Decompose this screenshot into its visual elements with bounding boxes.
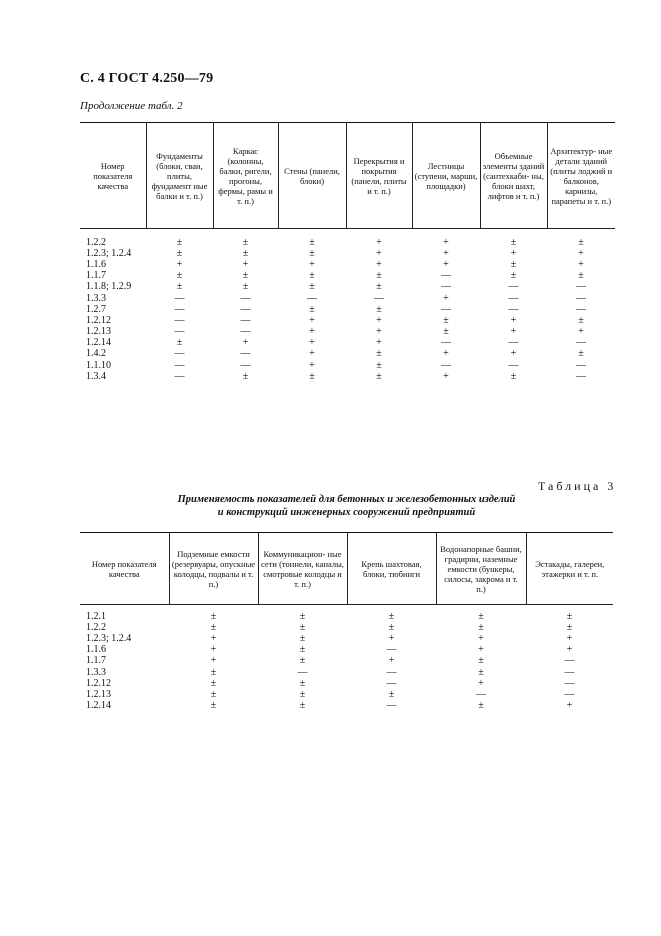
applicability-cell: — [441,270,451,282]
column-header: Эстакады, галереи, этажерки и т. п. [526,533,613,605]
indicator-number-cell: 1.1.6 [86,644,106,656]
applicability-cell: — [564,666,575,678]
column-header: Объемные элементы зданий (сантехкаби- ны, блоки шахт, лифтов и т. п.) [480,123,547,229]
column-header: Перекрытия и покрытия (панели, плиты и т. п.) [346,123,412,229]
table-row [80,605,613,623]
applicability-cell: ± [578,314,584,326]
table-body [80,229,615,383]
applicability-cell: ± [443,326,449,338]
applicability-cell: + [510,314,517,326]
applicability-cell: — [476,688,486,700]
applicability-cell: + [376,247,382,259]
applicability-cell: + [443,236,449,248]
column-header: Коммуникацион- ные сети (тоннели, каналы, смотровые колодцы и т. п.) [258,533,347,605]
applicability-cell: + [309,258,315,270]
applicability-cell: ± [176,247,183,259]
applicability-cell: + [242,337,249,349]
applicability-cell: — [576,303,586,315]
indicator-number-cell: 1.2.12 [86,677,111,689]
applicability-cell: + [566,644,573,656]
table-row [80,689,613,700]
table-row [80,622,613,633]
column-header: Номер показателя качества [80,533,169,605]
applicability-cell: — [508,359,519,371]
applicability-cell: — [576,281,586,293]
table-3-title-line-1: Применяемость показателей для бетонных и железобетонных изделий [177,494,516,505]
indicator-number-cell: 1.4.2 [86,348,106,360]
applicability-cell: ± [478,666,484,678]
table-3 [80,532,613,712]
column-header: Архитектур- ные детали зданий (плиты лоджий и балконов, карнизы, парапеты и т. п.) [547,123,615,229]
table-row [80,338,615,349]
applicability-cell: ± [210,610,217,622]
applicability-cell: — [441,337,451,349]
applicability-cell: + [309,337,315,349]
table-row [80,701,613,712]
indicator-number-cell: 1.1.8; 1.2.9 [86,281,132,293]
applicability-cell: ± [210,621,217,633]
indicator-number-cell: 1.1.7 [86,270,106,282]
indicator-number-cell: 1.2.13 [86,688,111,700]
applicability-cell: + [376,258,382,270]
applicability-cell: + [376,326,382,338]
column-header: Подземные емкости (резервуары, опускные колодцы, подвалы и т. п.) [169,533,258,605]
applicability-cell: — [240,359,251,371]
applicability-cell: — [576,292,586,304]
applicability-cell: ± [242,236,249,248]
applicability-cell: — [174,370,185,382]
applicability-cell: + [443,247,449,259]
applicability-cell: + [478,677,484,689]
applicability-cell: — [174,348,185,360]
indicator-number-cell: 1.2.13 [86,326,111,338]
applicability-cell: ± [443,314,449,326]
indicator-number-cell: 1.2.2 [86,236,106,248]
table-row [80,282,615,293]
applicability-cell: ± [242,370,249,382]
applicability-cell: ± [578,236,584,248]
applicability-cell: ± [210,700,217,712]
applicability-cell: ± [510,236,517,248]
applicability-cell: + [566,632,573,644]
applicability-cell: + [443,292,449,304]
applicability-cell: ± [388,610,395,622]
applicability-cell: ± [309,247,315,259]
table-row [80,271,615,282]
column-header: Стены (панели, блоки) [278,123,346,229]
applicability-cell: — [386,677,397,689]
applicability-cell: ± [176,236,183,248]
applicability-cell: + [309,359,315,371]
applicability-cell: ± [388,621,395,633]
applicability-cell: ± [376,303,382,315]
applicability-cell: ± [299,655,306,667]
applicability-cell: ± [299,700,306,712]
applicability-cell: ± [566,621,573,633]
applicability-cell: — [441,281,451,293]
applicability-cell: — [240,292,251,304]
applicability-cell: ± [242,247,249,259]
applicability-cell: ± [299,677,306,689]
applicability-cell: ± [242,270,249,282]
indicator-number-cell: 1.2.3; 1.2.4 [86,632,132,644]
indicator-number-cell: 1.2.7 [86,303,106,315]
applicability-cell: — [576,359,586,371]
column-header: Каркас (колонны, балки, ригели, прогоны, фермы, рамы и т. п.) [213,123,278,229]
applicability-cell: ± [210,666,217,678]
applicability-cell: + [309,326,315,338]
applicability-cell: ± [388,688,395,700]
applicability-cell: — [240,348,251,360]
applicability-cell: — [441,303,451,315]
indicator-number-cell: 1.3.3 [86,292,106,304]
table-row [80,633,613,644]
applicability-cell: — [386,700,397,712]
indicator-number-cell: 1.1.6 [86,258,106,270]
applicability-cell: — [297,666,308,678]
applicability-cell: ± [578,270,584,282]
table-row [80,248,615,259]
applicability-cell: ± [210,677,217,689]
applicability-cell: — [174,292,185,304]
indicator-number-cell: 1.2.3; 1.2.4 [86,247,132,259]
applicability-cell: ± [478,655,484,667]
applicability-cell: — [508,281,519,293]
indicator-number-cell: 1.3.3 [86,666,106,678]
applicability-cell: + [443,258,449,270]
table-row [80,304,615,315]
indicator-number-cell: 1.2.2 [86,621,106,633]
applicability-cell: — [174,303,185,315]
table-header-row [80,533,613,605]
applicability-cell: ± [510,370,517,382]
applicability-cell: — [386,666,397,678]
table-row [80,360,615,371]
table-3-title [80,493,613,519]
indicator-number-cell: 1.2.12 [86,314,111,326]
applicability-cell: — [240,303,251,315]
applicability-cell: ± [566,610,573,622]
applicability-cell: + [478,644,484,656]
table-row [80,293,615,304]
table-row [80,645,613,656]
applicability-cell: ± [210,688,217,700]
table-3-label: Таблица 3 [538,479,617,493]
table-row [80,656,613,667]
column-header: Водонапорные башни, градирни, наземные емкости (бункеры, силосы, закрома и т. п.) [436,533,526,605]
applicability-cell: + [210,632,217,644]
applicability-cell: — [174,314,185,326]
applicability-cell: + [578,258,584,270]
indicator-number-cell: 1.1.10 [86,359,111,371]
applicability-cell: ± [309,370,315,382]
applicability-cell: — [174,326,185,338]
applicability-cell: ± [510,270,517,282]
applicability-cell: + [443,370,449,382]
applicability-cell: + [376,236,382,248]
applicability-cell: — [240,326,251,338]
applicability-cell: + [210,655,217,667]
applicability-cell: + [242,258,249,270]
applicability-cell: ± [309,270,315,282]
applicability-cell: — [508,303,519,315]
applicability-cell: — [508,292,519,304]
applicability-cell: ± [176,270,183,282]
applicability-cell: + [376,314,382,326]
applicability-cell: + [309,348,315,360]
table-row [80,678,613,689]
applicability-cell: + [176,258,183,270]
applicability-cell: — [564,688,575,700]
applicability-cell: + [388,632,395,644]
table-row [80,259,615,270]
table-continuation-caption: Продолжение табл. 2 [80,100,183,112]
table-3-title-line-2: и конструкций инженерных сооружений предприятий [217,507,476,518]
indicator-number-cell: 1.3.4 [86,370,106,382]
applicability-cell: — [441,359,451,371]
applicability-cell: ± [299,688,306,700]
applicability-cell: — [564,677,575,689]
column-header: Лестницы (ступени, марши, площадки) [412,123,480,229]
table-row [80,315,615,326]
applicability-cell: + [578,326,584,338]
column-header: Номер показателя качества [80,123,146,229]
applicability-cell: ± [309,303,315,315]
applicability-cell: ± [299,644,306,656]
applicability-cell: + [510,247,517,259]
column-header: Фундаменты (блоки, сваи, плиты, фундамент ные балки и т. п.) [146,123,213,229]
applicability-cell: — [307,292,317,304]
applicability-cell: + [388,655,395,667]
applicability-cell: ± [478,610,484,622]
applicability-cell: — [374,292,384,304]
table-row [80,371,615,382]
applicability-cell: + [210,644,217,656]
table-2 [80,122,615,382]
applicability-cell: ± [510,258,517,270]
applicability-cell: — [576,370,586,382]
applicability-cell: ± [309,281,315,293]
applicability-cell: ± [309,236,315,248]
applicability-cell: ± [376,281,382,293]
applicability-cell: — [576,337,586,349]
applicability-cell: ± [176,337,183,349]
applicability-cell: + [376,337,382,349]
applicability-cell: + [309,314,315,326]
applicability-cell: + [443,348,449,360]
table-body [80,605,613,712]
applicability-cell: — [386,644,397,656]
applicability-cell: — [508,337,519,349]
applicability-cell: + [478,632,484,644]
table-row [80,327,615,338]
applicability-cell: — [240,314,251,326]
applicability-cell: ± [299,621,306,633]
table-row [80,229,615,249]
applicability-cell: ± [478,700,484,712]
table-row [80,349,615,360]
table-row [80,667,613,678]
column-header: Крепь шахтовая, блоки, тюбинги [347,533,436,605]
applicability-cell: + [566,700,573,712]
applicability-cell: + [510,326,517,338]
applicability-cell: ± [478,621,484,633]
applicability-cell: ± [176,281,183,293]
applicability-cell: ± [376,270,382,282]
applicability-cell: ± [376,359,382,371]
applicability-cell: ± [299,610,306,622]
applicability-cell: ± [299,632,306,644]
indicator-number-cell: 1.2.14 [86,700,111,712]
applicability-cell: + [578,247,584,259]
applicability-cell: — [564,655,575,667]
applicability-cell: ± [578,348,584,360]
page-title: С. 4 ГОСТ 4.250—79 [80,71,214,86]
indicator-number-cell: 1.2.14 [86,337,111,349]
applicability-cell: ± [242,281,249,293]
applicability-cell: ± [376,370,382,382]
applicability-cell: ± [376,348,382,360]
applicability-cell: — [174,359,185,371]
table-header-row [80,123,615,229]
indicator-number-cell: 1.1.7 [86,655,106,667]
applicability-cell: + [510,348,517,360]
indicator-number-cell: 1.2.1 [86,610,106,622]
